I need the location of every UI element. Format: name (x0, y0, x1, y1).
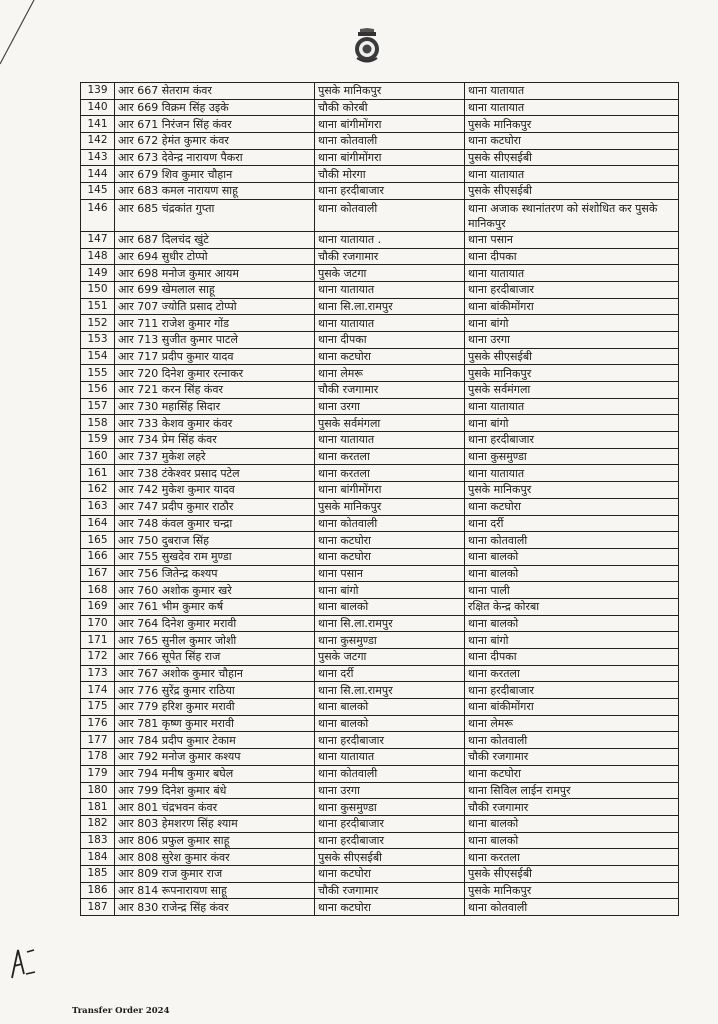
to-posting-cell: थाना बालको (465, 565, 679, 582)
serial-number-cell: 179 (81, 765, 115, 782)
table-row (81, 865, 679, 882)
table-row (81, 382, 679, 399)
table-row (81, 83, 679, 100)
from-posting-cell: पुसके जटगा (315, 649, 465, 666)
employee-name-cell: आर 767 अशोक कुमार चौहान (115, 665, 315, 682)
serial-number-cell: 151 (81, 298, 115, 315)
serial-number-cell: 155 (81, 365, 115, 382)
to-posting-cell: थाना पसान (465, 231, 679, 248)
serial-number-cell: 159 (81, 432, 115, 449)
employee-name-cell: आर 814 रूपनारायण साहू (115, 882, 315, 899)
serial-number-cell: 150 (81, 281, 115, 298)
from-posting-cell: थाना कोतवाली (315, 133, 465, 150)
from-posting-cell: पुसके मानिकपुर (315, 83, 465, 100)
table-row (81, 482, 679, 499)
to-posting-cell: थाना अजाक स्थानांतरण को संशोधित कर पुसके मानिकपुर (465, 199, 679, 231)
from-posting-cell: थाना सि.ला.रामपुर (315, 298, 465, 315)
from-posting-cell: थाना उरगा (315, 782, 465, 799)
serial-number-cell: 180 (81, 782, 115, 799)
employee-name-cell: आर 720 दिनेश कुमार रत्नाकर (115, 365, 315, 382)
from-posting-cell: थाना यातायात (315, 315, 465, 332)
serial-number-cell: 165 (81, 532, 115, 549)
to-posting-cell: थाना करतला (465, 849, 679, 866)
employee-name-cell: आर 756 जितेन्द्र कश्यप (115, 565, 315, 582)
employee-name-cell: आर 779 हरिश कुमार मरावी (115, 699, 315, 716)
serial-number-cell: 176 (81, 715, 115, 732)
to-posting-cell: थाना बालको (465, 548, 679, 565)
table-row (81, 465, 679, 482)
to-posting-cell: थाना यातायात (465, 398, 679, 415)
serial-number-cell: 147 (81, 231, 115, 248)
table-row (81, 315, 679, 332)
serial-number-cell: 161 (81, 465, 115, 482)
serial-number-cell: 178 (81, 749, 115, 766)
from-posting-cell: थाना यातायात (315, 432, 465, 449)
employee-name-cell: आर 760 अशोक कुमार खरे (115, 582, 315, 599)
table-row (81, 765, 679, 782)
employee-name-cell: आर 717 प्रदीप कुमार यादव (115, 348, 315, 365)
employee-name-cell: आर 713 सुजीत कुमार पाटले (115, 331, 315, 348)
from-posting-cell: पुसके मानिकपुर (315, 498, 465, 515)
table-row (81, 149, 679, 166)
from-posting-cell: थाना दर्री (315, 665, 465, 682)
to-posting-cell: थाना कोतवाली (465, 532, 679, 549)
table-row (81, 815, 679, 832)
employee-name-cell: आर 806 प्रफुल कुमार साहू (115, 832, 315, 849)
to-posting-cell: थाना यातायात (465, 99, 679, 116)
table-row (81, 565, 679, 582)
serial-number-cell: 157 (81, 398, 115, 415)
table-row (81, 281, 679, 298)
serial-number-cell: 154 (81, 348, 115, 365)
employee-name-cell: आर 747 प्रदीप कुमार राठौर (115, 498, 315, 515)
serial-number-cell: 169 (81, 598, 115, 615)
table-row (81, 331, 679, 348)
table-row (81, 398, 679, 415)
serial-number-cell: 186 (81, 882, 115, 899)
employee-name-cell: आर 784 प्रदीप कुमार टेकाम (115, 732, 315, 749)
serial-number-cell: 163 (81, 498, 115, 515)
from-posting-cell: चौकी रजगामार (315, 248, 465, 265)
to-posting-cell: पुसके सीएसईबी (465, 865, 679, 882)
to-posting-cell: पुसके सीएसईबी (465, 149, 679, 166)
to-posting-cell: थाना कोतवाली (465, 899, 679, 916)
table-row (81, 899, 679, 916)
employee-name-cell: आर 809 राज कुमार राज (115, 865, 315, 882)
to-posting-cell: थाना यातायात (465, 465, 679, 482)
from-posting-cell: थाना दीपका (315, 331, 465, 348)
from-posting-cell: थाना कुसमुण्डा (315, 632, 465, 649)
from-posting-cell: थाना बालको (315, 598, 465, 615)
from-posting-cell: थाना हरदीबाजार (315, 732, 465, 749)
table-row (81, 248, 679, 265)
employee-name-cell: आर 669 विक्रम सिंह उइके (115, 99, 315, 116)
employee-name-cell: आर 776 सुरेंद्र कुमार राठिया (115, 682, 315, 699)
employee-name-cell: आर 694 सुधीर टोप्पो (115, 248, 315, 265)
employee-name-cell: आर 794 मनीष कुमार बघेल (115, 765, 315, 782)
serial-number-cell: 167 (81, 565, 115, 582)
from-posting-cell: पुसके सीएसईबी (315, 849, 465, 866)
serial-number-cell: 181 (81, 799, 115, 816)
from-posting-cell: थाना बांगीमोंगरा (315, 482, 465, 499)
employee-name-cell: आर 750 दुबराज सिंह (115, 532, 315, 549)
employee-name-cell: आर 733 केशव कुमार कंवर (115, 415, 315, 432)
table-row (81, 682, 679, 699)
table-row (81, 231, 679, 248)
to-posting-cell: थाना पाली (465, 582, 679, 599)
transfer-order-table (80, 82, 679, 916)
to-posting-cell: थाना दर्री (465, 515, 679, 532)
table-row (81, 715, 679, 732)
employee-name-cell: आर 730 महासिंह सिदार (115, 398, 315, 415)
from-posting-cell: थाना बांगीमोंगरा (315, 149, 465, 166)
table-row (81, 199, 679, 231)
to-posting-cell: थाना यातायात (465, 83, 679, 100)
from-posting-cell: थाना यातायात (315, 749, 465, 766)
serial-number-cell: 160 (81, 448, 115, 465)
serial-number-cell: 168 (81, 582, 115, 599)
from-posting-cell: पुसके सर्वमंगला (315, 415, 465, 432)
serial-number-cell: 142 (81, 133, 115, 150)
serial-number-cell: 183 (81, 832, 115, 849)
employee-name-cell: आर 761 भीम कुमार कर्ष (115, 598, 315, 615)
serial-number-cell: 166 (81, 548, 115, 565)
employee-name-cell: आर 672 हेमंत कुमार कंवर (115, 133, 315, 150)
to-posting-cell: थाना यातायात (465, 166, 679, 183)
serial-number-cell: 144 (81, 166, 115, 183)
employee-name-cell: आर 803 हेमशरण सिंह श्याम (115, 815, 315, 832)
to-posting-cell: रक्षित केन्द्र कोरबा (465, 598, 679, 615)
to-posting-cell: पुसके मानिकपुर (465, 116, 679, 133)
employee-name-cell: आर 667 सेतराम कंवर (115, 83, 315, 100)
employee-name-cell: आर 671 निरंजन सिंह कंवर (115, 116, 315, 133)
from-posting-cell: थाना यातायात (315, 281, 465, 298)
table-row (81, 832, 679, 849)
to-posting-cell: थाना बालको (465, 815, 679, 832)
from-posting-cell: थाना कटघोरा (315, 532, 465, 549)
from-posting-cell: थाना सि.ला.रामपुर (315, 682, 465, 699)
table-row (81, 582, 679, 599)
to-posting-cell: थाना सिविल लाईन रामपुर (465, 782, 679, 799)
employee-name-cell: आर 766 सूपेत सिंह राज (115, 649, 315, 666)
from-posting-cell: थाना कोतवाली (315, 515, 465, 532)
table-row (81, 799, 679, 816)
table-row (81, 99, 679, 116)
employee-name-cell: आर 781 कृष्ण कुमार मरावी (115, 715, 315, 732)
handwritten-initials (8, 944, 42, 980)
employee-name-cell: आर 699 खेमलाल साहू (115, 281, 315, 298)
to-posting-cell: थाना हरदीबाजार (465, 432, 679, 449)
to-posting-cell: चौकी रजगामार (465, 799, 679, 816)
serial-number-cell: 177 (81, 732, 115, 749)
from-posting-cell: थाना सि.ला.रामपुर (315, 615, 465, 632)
table-body (81, 83, 679, 916)
table-row (81, 133, 679, 150)
from-posting-cell: थाना कोतवाली (315, 765, 465, 782)
serial-number-cell: 140 (81, 99, 115, 116)
police-emblem-icon (352, 28, 382, 64)
table-row (81, 649, 679, 666)
employee-name-cell: आर 748 कंवल कुमार चन्द्रा (115, 515, 315, 532)
to-posting-cell: थाना बांगो (465, 632, 679, 649)
from-posting-cell: थाना हरदीबाजार (315, 183, 465, 200)
to-posting-cell: थाना लेमरू (465, 715, 679, 732)
table-row (81, 415, 679, 432)
serial-number-cell: 164 (81, 515, 115, 532)
from-posting-cell: थाना करतला (315, 465, 465, 482)
employee-name-cell: आर 698 मनोज कुमार आयम (115, 265, 315, 282)
table-row (81, 849, 679, 866)
to-posting-cell: थाना उरगा (465, 331, 679, 348)
serial-number-cell: 152 (81, 315, 115, 332)
table-row (81, 699, 679, 716)
to-posting-cell: थाना करतला (465, 665, 679, 682)
table-row (81, 782, 679, 799)
table-row (81, 432, 679, 449)
serial-number-cell: 143 (81, 149, 115, 166)
employee-name-cell: आर 808 सुरेश कुमार कंवर (115, 849, 315, 866)
table-row (81, 498, 679, 515)
employee-name-cell: आर 755 सुखदेव राम मुण्डा (115, 548, 315, 565)
table-row (81, 265, 679, 282)
from-posting-cell: चौकी कोरबी (315, 99, 465, 116)
serial-number-cell: 156 (81, 382, 115, 399)
table-row (81, 732, 679, 749)
employee-name-cell: आर 764 दिनेश कुमार मरावी (115, 615, 315, 632)
employee-name-cell: आर 830 राजेन्द्र सिंह कंवर (115, 899, 315, 916)
serial-number-cell: 174 (81, 682, 115, 699)
serial-number-cell: 182 (81, 815, 115, 832)
serial-number-cell: 173 (81, 665, 115, 682)
table-row (81, 632, 679, 649)
employee-name-cell: आर 679 शिव कुमार चौहान (115, 166, 315, 183)
to-posting-cell: थाना यातायात (465, 265, 679, 282)
employee-name-cell: आर 734 प्रेम सिंह कंवर (115, 432, 315, 449)
table-row (81, 183, 679, 200)
to-posting-cell: थाना कटघोरा (465, 765, 679, 782)
to-posting-cell: थाना दीपका (465, 248, 679, 265)
serial-number-cell: 185 (81, 865, 115, 882)
from-posting-cell: थाना बालको (315, 699, 465, 716)
table-row (81, 615, 679, 632)
serial-number-cell: 158 (81, 415, 115, 432)
table-row (81, 348, 679, 365)
serial-number-cell: 141 (81, 116, 115, 133)
to-posting-cell: थाना बांकीमोंगरा (465, 298, 679, 315)
from-posting-cell: थाना हरदीबाजार (315, 815, 465, 832)
serial-number-cell: 171 (81, 632, 115, 649)
to-posting-cell: थाना कटघोरा (465, 498, 679, 515)
from-posting-cell: थाना बांगो (315, 582, 465, 599)
serial-number-cell: 148 (81, 248, 115, 265)
serial-number-cell: 153 (81, 331, 115, 348)
footer-text: Transfer Order 2024 (72, 1006, 170, 1016)
employee-name-cell: आर 707 ज्योति प्रसाद टोप्पो (115, 298, 315, 315)
employee-name-cell: आर 742 मुकेश कुमार यादव (115, 482, 315, 499)
to-posting-cell: पुसके सर्वमंगला (465, 382, 679, 399)
to-posting-cell: थाना हरदीबाजार (465, 281, 679, 298)
serial-number-cell: 170 (81, 615, 115, 632)
to-posting-cell: थाना कटघोरा (465, 133, 679, 150)
from-posting-cell: थाना कटघोरा (315, 548, 465, 565)
from-posting-cell: थाना बालको (315, 715, 465, 732)
table-row (81, 365, 679, 382)
table-row (81, 665, 679, 682)
serial-number-cell: 187 (81, 899, 115, 916)
table-row (81, 882, 679, 899)
table-row (81, 532, 679, 549)
serial-number-cell: 172 (81, 649, 115, 666)
from-posting-cell: थाना हरदीबाजार (315, 832, 465, 849)
from-posting-cell: चौकी रजगामार (315, 382, 465, 399)
from-posting-cell: थाना उरगा (315, 398, 465, 415)
from-posting-cell: पुसके जटगा (315, 265, 465, 282)
to-posting-cell: चौकी रजगामार (465, 749, 679, 766)
employee-name-cell: आर 687 दिलचंद खुंटे (115, 231, 315, 248)
serial-number-cell: 146 (81, 199, 115, 231)
to-posting-cell: पुसके सीएसईबी (465, 348, 679, 365)
table-row (81, 548, 679, 565)
from-posting-cell: थाना लेमरू (315, 365, 465, 382)
table-row (81, 298, 679, 315)
table-row (81, 598, 679, 615)
employee-name-cell: आर 738 टंकेश्वर प्रसाद पटेल (115, 465, 315, 482)
employee-name-cell: आर 801 चंद्रभवन कंवर (115, 799, 315, 816)
serial-number-cell: 175 (81, 699, 115, 716)
employee-name-cell: आर 792 मनोज कुमार कश्यप (115, 749, 315, 766)
table-row (81, 749, 679, 766)
from-posting-cell: थाना यातायात . (315, 231, 465, 248)
employee-name-cell: आर 799 दिनेश कुमार बंधे (115, 782, 315, 799)
employee-name-cell: आर 765 सुनील कुमार जोशी (115, 632, 315, 649)
to-posting-cell: पुसके मानिकपुर (465, 882, 679, 899)
to-posting-cell: थाना कोतवाली (465, 732, 679, 749)
employee-name-cell: आर 673 देवेन्द्र नारायण पैकरा (115, 149, 315, 166)
page-edge-line (0, 0, 60, 70)
serial-number-cell: 145 (81, 183, 115, 200)
employee-name-cell: आर 737 मुकेश लहरे (115, 448, 315, 465)
serial-number-cell: 139 (81, 83, 115, 100)
to-posting-cell: थाना बांकीमोंगरा (465, 699, 679, 716)
from-posting-cell: चौकी मोरगा (315, 166, 465, 183)
table-row (81, 166, 679, 183)
from-posting-cell: थाना कुसमुण्डा (315, 799, 465, 816)
employee-name-cell: आर 685 चंद्रकांत गुप्ता (115, 199, 315, 231)
employee-name-cell: आर 711 राजेश कुमार गोंड (115, 315, 315, 332)
to-posting-cell: पुसके मानिकपुर (465, 482, 679, 499)
employee-name-cell: आर 683 कमल नारायण साहू (115, 183, 315, 200)
to-posting-cell: थाना बांगो (465, 315, 679, 332)
employee-name-cell: आर 721 करन सिंह कंवर (115, 382, 315, 399)
serial-number-cell: 162 (81, 482, 115, 499)
to-posting-cell: थाना हरदीबाजार (465, 682, 679, 699)
to-posting-cell: थाना बालको (465, 615, 679, 632)
table-row (81, 448, 679, 465)
to-posting-cell: थाना दीपका (465, 649, 679, 666)
serial-number-cell: 184 (81, 849, 115, 866)
to-posting-cell: पुसके मानिकपुर (465, 365, 679, 382)
from-posting-cell: थाना करतला (315, 448, 465, 465)
to-posting-cell: थाना बालको (465, 832, 679, 849)
to-posting-cell: थाना बांगो (465, 415, 679, 432)
from-posting-cell: थाना कोतवाली (315, 199, 465, 231)
table-row (81, 116, 679, 133)
table-row (81, 515, 679, 532)
from-posting-cell: थाना कटघोरा (315, 348, 465, 365)
from-posting-cell: थाना कटघोरा (315, 899, 465, 916)
serial-number-cell: 149 (81, 265, 115, 282)
from-posting-cell: थाना बांगीमोंगरा (315, 116, 465, 133)
from-posting-cell: थाना पसान (315, 565, 465, 582)
from-posting-cell: चौकी रजगामार (315, 882, 465, 899)
to-posting-cell: थाना कुसमुण्डा (465, 448, 679, 465)
from-posting-cell: थाना कटघोरा (315, 865, 465, 882)
to-posting-cell: पुसके सीएसईबी (465, 183, 679, 200)
